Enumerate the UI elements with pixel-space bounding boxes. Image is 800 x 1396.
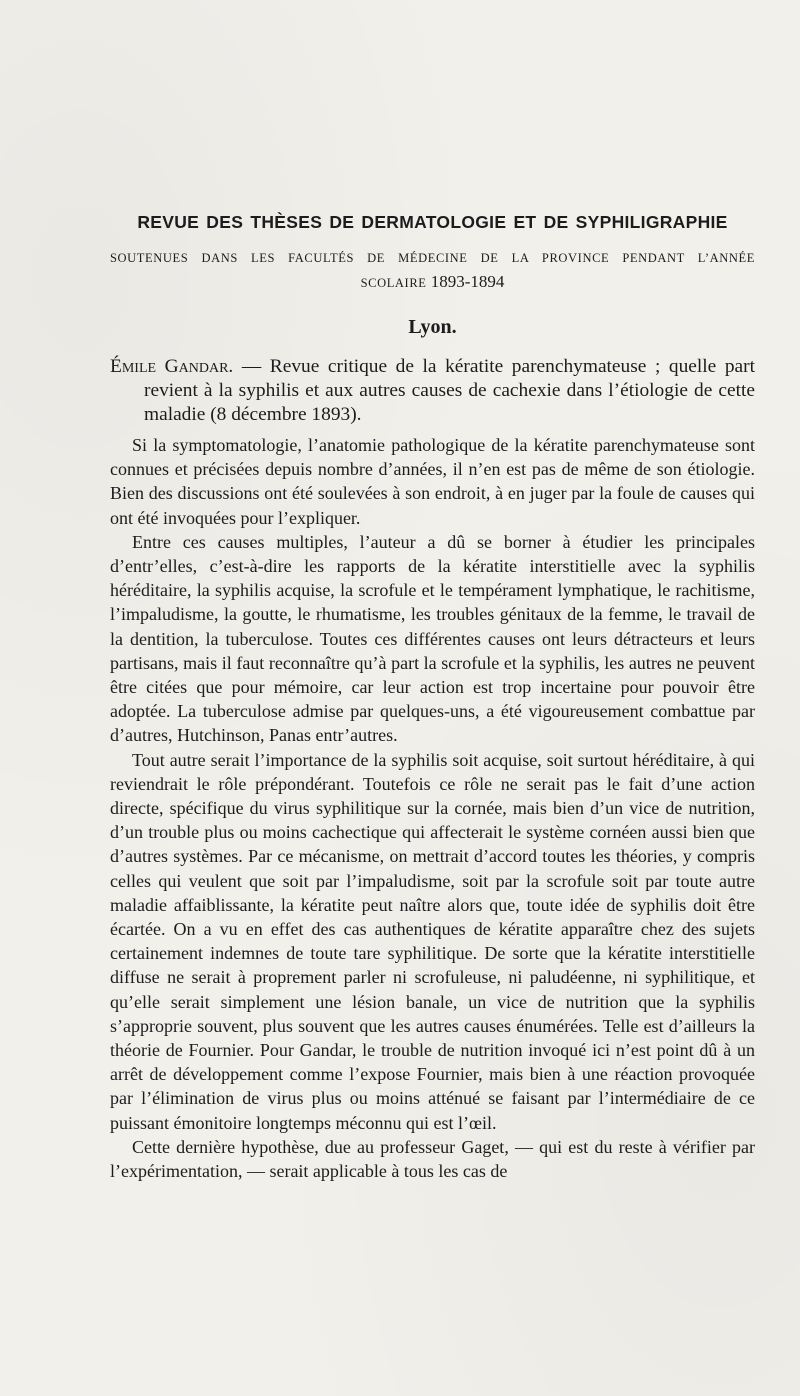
- page-title: REVUE DES THÈSES DE DERMATOLOGIE ET DE SYPHILIGRAPHIE: [137, 212, 728, 232]
- body-paragraph: Tout autre serait l’importance de la syphilis soit acquise, soit surtout héréditaire, à qui reviendrait le rôle prépondérant. Toutefois ce rôle ne serait pas le fait d’une action directe, spécifique du virus syphilitique sur la cornée, mais bien d’un vice de nutrition, d’un trouble plus ou moins cachectique qui affecterait le système cornéen aussi bien que d’autres systèmes. Par ce mécanisme, on mettrait d’accord toutes les théories, y compris celles qui veulent que soit par l’impaludisme, soit par la scrofule soit par toute autre maladie affaiblissante, la kératite peut naître alors que, toute idée de syphilis doit être écartée. On a vu en effet des cas authentiques de kératite apparaître chez des sujets certainement indemnes de toute tare syphilitique. De sorte que la kératite interstitielle diffuse ne serait à proprement parler ni scrofuleuse, ni paludéenne, ni syphilitique, et qu’elle serait simplement une lésion banale, un vice de nutrition que la syphilis s’approprie souvent, plus souvent que les autres causes énumérées. Telle est d’ailleurs la théorie de Fournier. Pour Gandar, le trouble de nutrition invoqué ici n’est point dû à un arrêt de développement comme l’expose Fournier, mais bien à une réaction provoquée par l’élimination de virus plus ou moins atténué se faisant par l’intermédiaire de ce puissant émonitoire longtemps méconnu qui est l’œil.: [110, 749, 755, 1133]
- entry-title: — Revue critique de la kératite parenchymateuse ; quelle part revient à la syphilis et aux autres causes de cachexie dans l’étiologie de cette maladie (8 décembre 1893).: [144, 356, 755, 425]
- subtitle-years: 1893-1894: [430, 272, 505, 291]
- body-paragraph: Cette dernière hypothèse, due au professeur Gaget, — qui est du reste à vérifier par l’expérimentation, — serait applicable à tous les cas de: [110, 1136, 755, 1182]
- page-content: [110, 212, 755, 1183]
- page-subtitle-year: [110, 272, 755, 292]
- section-heading-city: Lyon.: [408, 316, 457, 338]
- subtitle-label: SCOLAIRE: [360, 276, 427, 290]
- body-paragraph: Si la symptomatologie, l’anatomie pathologique de la kératite parenchymateuse sont connues et précisées depuis nombre d’années, il n’en est pas de même de son étiologie. Bien des discussions ont été soulevées à son endroit, à en juger par la foule de causes qui ont été invoquées pour l’expliquer.: [110, 435, 755, 528]
- body-paragraph: Entre ces causes multiples, l’auteur a dû se borner à étudier les principales d’entr’elles, c’est-à-dire les rapports de la kératite interstitielle avec la syphilis héréditaire, la syphilis acquise, la scrofule et le tempérament lymphatique, le rachitisme, l’impaludisme, la goutte, le rhumatisme, les troubles génitaux de la femme, le travail de la dentition, la tuberculose. Toutes ces différentes causes ont leurs détracteurs et leurs partisans, mais il faut reconnaître qu’à part la scrofule et la syphilis, les autres ne peuvent être citées que pour mémoire, car leur action est trop incertaine pour pouvoir être adoptée. La tuberculose admise par quelques-uns, a été vigoureusement combattue par d’autres, Hutchinson, Panas entr’autres.: [110, 531, 755, 746]
- entry-author: Émile Gandar.: [110, 356, 234, 377]
- page-subtitle: SOUTENUES DANS LES FACULTÉS DE MÉDECINE DE LA PROVINCE PENDANT L’ANNÉE: [110, 251, 755, 265]
- thesis-entry: [110, 355, 755, 427]
